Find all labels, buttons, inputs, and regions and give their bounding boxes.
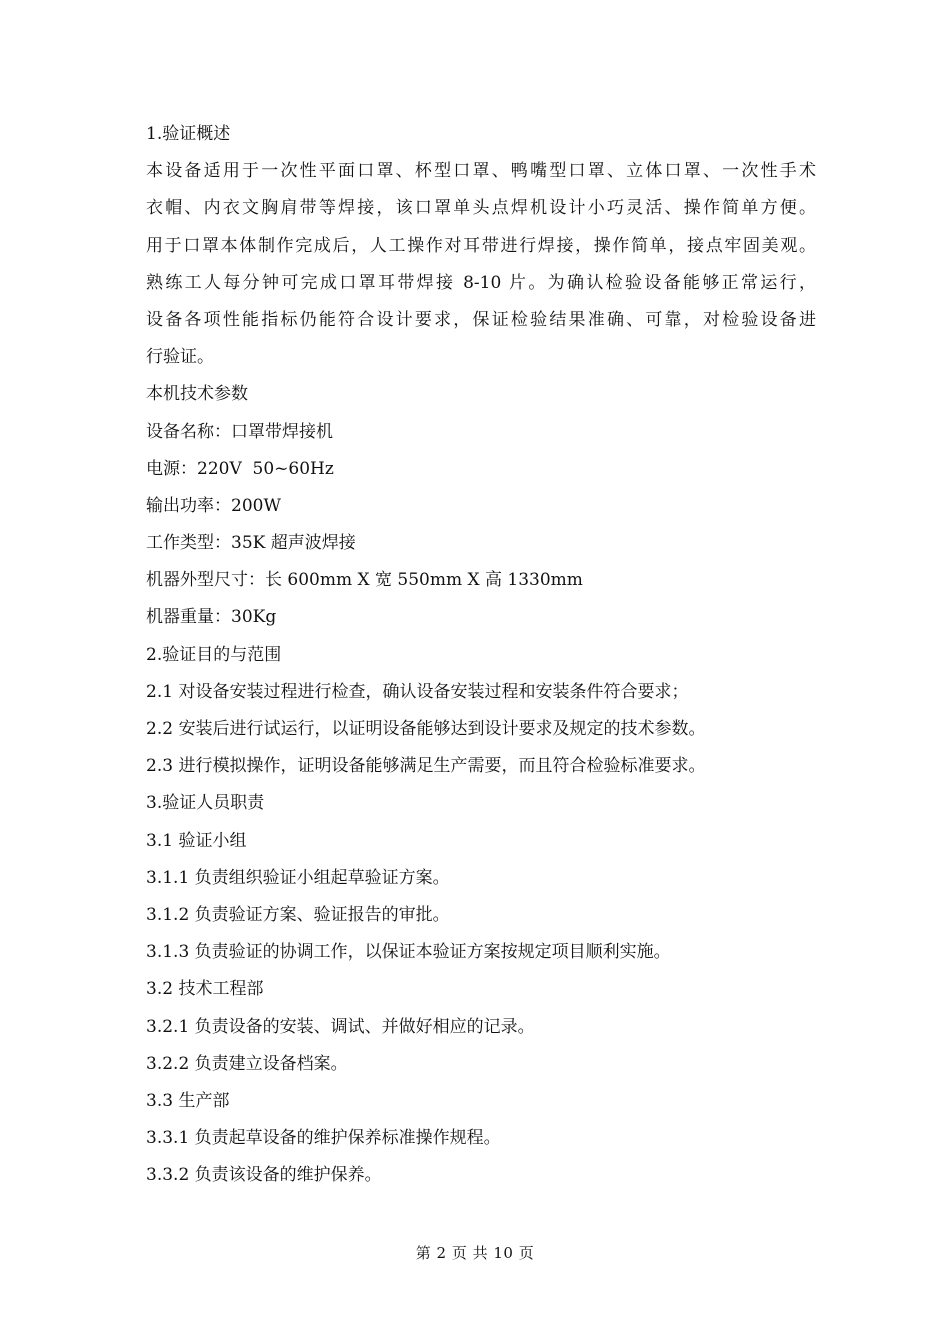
paragraph-line: 熟练工人每分钟可完成口罩耳带焊接 8-10 片。为确认检验设备能够正常运行，: [146, 272, 816, 293]
spec-line: 输出功率：200W: [146, 495, 281, 516]
paragraph-line: 用于口罩本体制作完成后，人工操作对耳带进行焊接，操作简单，接点牢固美观。: [146, 235, 816, 256]
paragraph-line: 本设备适用于一次性平面口罩、杯型口罩、鸭嘴型口罩、立体口罩、一次性手术: [146, 161, 816, 182]
paragraph-line: 设备各项性能指标仍能符合设计要求，保证检验结果准确、可靠，对检验设备进: [146, 309, 816, 330]
section-heading: 2.验证目的与范围: [146, 644, 282, 665]
subheading: 3.2 技术工程部: [146, 979, 264, 1000]
list-item: 3.2.1 负责设备的安装、调试、并做好相应的记录。: [146, 1016, 535, 1037]
section-heading: 1.验证概述: [146, 124, 231, 144]
list-item: 3.3.1 负责起草设备的维护保养标准操作规程。: [146, 1128, 501, 1149]
subheading: 3.3 生产部: [146, 1090, 230, 1111]
spec-line: 机器外型尺寸：长 600mm X 宽 550mm X 高 1330mm: [146, 570, 583, 591]
list-item: 3.1.3 负责验证的协调工作，以保证本验证方案按规定项目顺利实施。: [146, 942, 671, 963]
document-body: [146, 116, 816, 1194]
list-item: 2.1 对设备安装过程进行检查，确认设备安装过程和安装条件符合要求；: [146, 681, 689, 702]
paragraph-line: 行验证。: [146, 347, 214, 368]
section-heading: 3.验证人员职责: [146, 793, 265, 814]
spec-line: 设备名称：口罩带焊接机: [146, 421, 333, 442]
spec-line: 电源：220V 50~60Hz: [146, 458, 334, 479]
page-footer: 第 2 页 共 10 页: [415, 1244, 535, 1262]
subheading: 本机技术参数: [146, 384, 248, 405]
spec-line: 工作类型：35K 超声波焊接: [146, 533, 356, 554]
list-item: 3.1.2 负责验证方案、验证报告的审批。: [146, 904, 450, 925]
list-item: 3.1.1 负责组织验证小组起草验证方案。: [146, 867, 450, 888]
subheading: 3.1 验证小组: [146, 830, 247, 851]
list-item: 2.2 安装后进行试运行，以证明设备能够达到设计要求及规定的技术参数。: [146, 719, 706, 739]
spec-line: 机器重量：30Kg: [146, 607, 277, 628]
paragraph-line: 衣帽、内衣文胸肩带等焊接，该口罩单头点焊机设计小巧灵活、操作简单方便。: [146, 198, 816, 219]
list-item: 3.2.2 负责建立设备档案。: [146, 1053, 348, 1074]
list-item: 2.3 进行模拟操作，证明设备能够满足生产需要，而且符合检验标准要求。: [146, 756, 706, 777]
list-item: 3.3.2 负责该设备的维护保养。: [146, 1165, 382, 1186]
